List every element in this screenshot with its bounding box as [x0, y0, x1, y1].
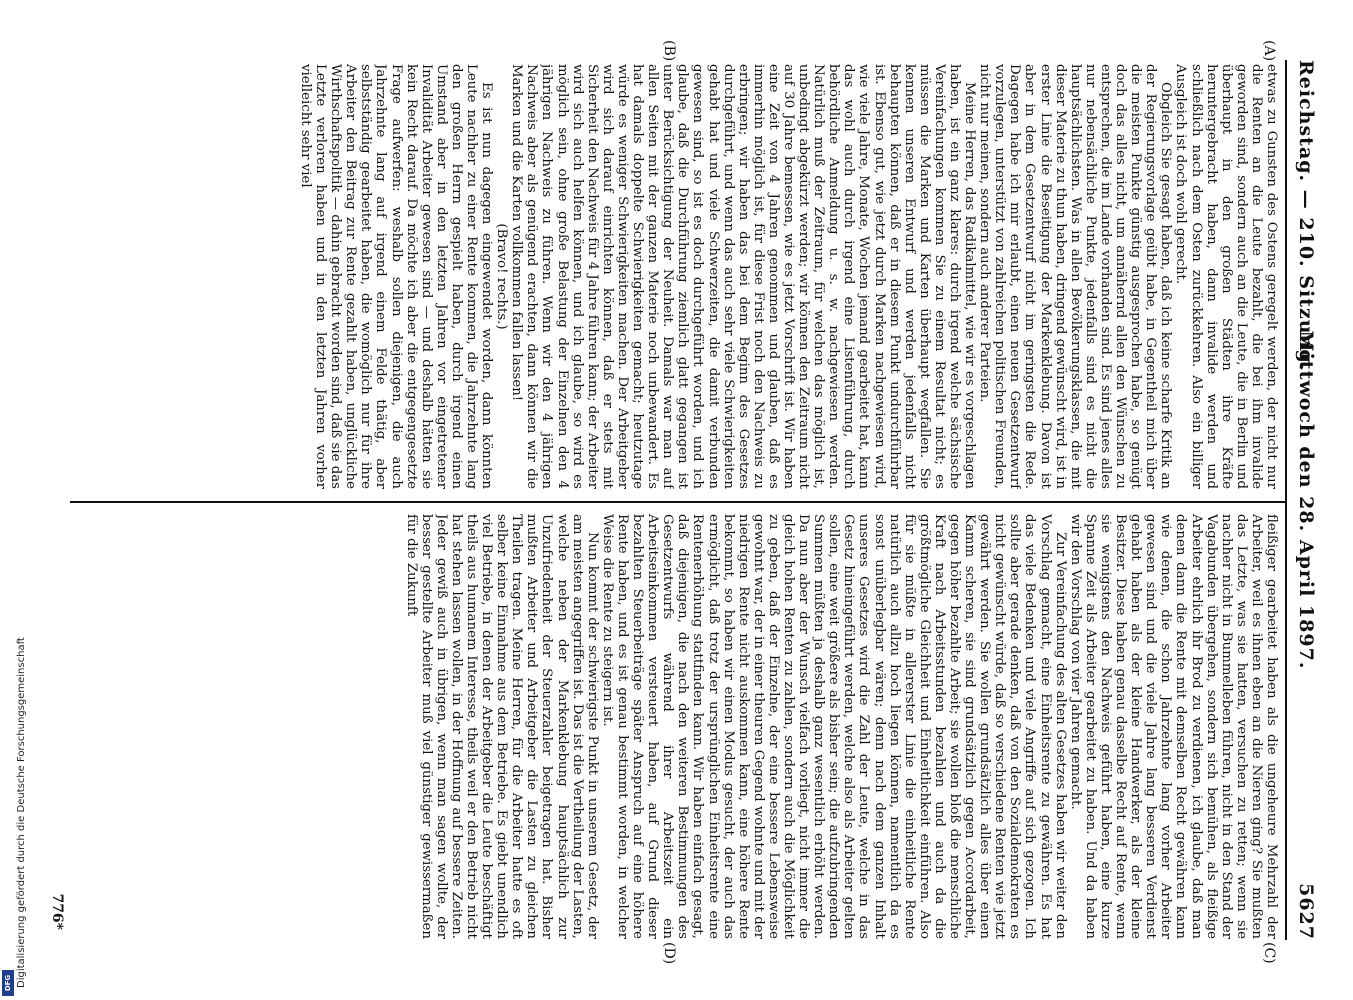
paragraph: fleißiger gearbeitet haben als die ungeheure Mehrzahl der Arbeiter, weil es ihnen eben an die Nieren ging? Sie mußten das Letzte, was sie hatten, versuchen zu retten; wenn sie nachher nicht in Bummelleben führen, nicht in den Stand der Vagabunden übergehen, sondern sich bemühen, als fleißige Arbeiter ehrlich ihr Brod zu verdienen, ich glaube, daß man denen dann die Rente mit demselben Recht gewähren kann wie denen, die schon Jahrzehnte lang vorher Arbeiter gewesen sind und die viele Jahre lang besseren Verdienst gehabt haben als der kleine Handwerker, als der kleine Besitzer. Diese haben genau dasselbe Recht auf Rente, wenn sie wenigstens den Nachweis geführt haben, eine kurze Spanne Zeit als Arbeiter gearbeitet zu haben. Und da haben wir den Vorschlag von vier Jahren gemacht.: [1067, 514, 1279, 939]
margin-marker-b: (B): [661, 40, 677, 62]
paragraph: etwas zu Gunsten des Ostens geregelt werden, der nicht nur die Renten an die Leute bezahlt, die bei ihm invalide geworden sind, sondern auch an die Leute, die in Berlin und überhaupt in den großen Städten ihre Kräfte heruntergebracht haben, dann invalide werden und schließlich nach dem Osten zurückkehren. Also ein billiger Ausgleich ist doch wohl gerecht.: [1173, 64, 1279, 489]
left-column: [74, 64, 1279, 489]
header-date: Mittwoch den 28. April 1897.: [1295, 330, 1317, 670]
credit-strip: [2, 0, 27, 1000]
paragraph: Obgleich Sie gesagt haben, daß ich keine scharfe Kritik an der Regierungsvorlage geübt habe, in Gegentheil mich über die meisten Punkte günstig ausgesprochen habe, so genügt doch das alles nicht, um annähernd allen den Wünschen zu entsprechen, die im Lande vorhanden sind. Es sind jenes alles nur nebensächliche Punkte, jedenfalls sind es nicht die hauptsächlichsten. Was in allen Bevölkerungsklassen, die mit dieser Materie zu thun haben, dringend gewünscht wird, ist in erster Linie die Beseitigung der Markenklebung. Davon ist aber in dem Gesetzentwurf nicht im geringsten die Rede. Dagegen habe ich mir erlaubt, einen neuen Gesetzentwurf vorzulegen, unterstützt von zahlreichen politischen Freunden, nicht nur meinen, sondern auch anderer Parteien.: [977, 64, 1174, 489]
interjection: (Bravo! rechts.): [494, 223, 510, 330]
sheet-number: 776*: [49, 893, 65, 930]
page-header: [1285, 60, 1317, 940]
dfg-logo-icon: [2, 970, 14, 996]
paragraph: Nun kommt der schwierigste Punkt in unserem Gesetz, der am meisten angegriffen ist. Das ist die Vertheilung der Lasten, welche neben der Markenklebung hauptsächlich zur Unzufriedenheit der Steuerzahler beigetragen hat. Bisher mußten Arbeiter und Arbeitgeber die Lasten zu gleichen Theilen tragen. Meine Herren, für die Arbeiter hatte es oft selber keine Einnahme aus dem Betriebe. Es giebt unendlich viel Betriebe, in denen der Arbeitgeber die Leute beschäftigt theils aus humanem Interesse, theils weil er den Betrieb nicht hat stehen lassen wollen, in der Hoffnung auf bessere Zeiten. Jeder gewiß auch in übrigen, wenn man sagen wollte, der besser gestellte Arbeiter muß viel günstiger gewissermaßen für die Zukunft: [403, 514, 600, 939]
header-page-number: 5627: [1295, 883, 1317, 940]
header-rule: [1285, 60, 1287, 940]
right-column: [74, 514, 1279, 939]
margin-marker-a: (A): [1261, 40, 1277, 62]
digitization-credit: Digitalisierung gefördert durch die Deutsche Forschungsgemeinschaft: [16, 637, 27, 988]
paragraph: Es ist nun dagegen eingewendet worden, dann könnten Leute nachher zu einer Rente kommen, die Jahrzehnte lang den großen Herrn gespielt haben, durch irgend einen Umstand aber in den letzten Jahren vor eingetretener Invalidität Arbeiter gewesen sind — und deshalb hätten sie kein Recht darauf. Da möchte ich aber die entgegengesetzte Frage aufwerfen: weshalb sollen diejenigen, die auch Jahrzehnte lang auf irgend einem Felde thätig, aber selbstständig gearbeitet haben, die womöglich nur für ihre Arbeiter den Beitrag zur Rente gezahlt haben, unglückliche Wirthschaftspolitik — dahin gebracht worden sind, daß sie das Letzte verloren haben und in den letzten Jahren vorher vielleicht sehr viel: [298, 64, 495, 489]
paragraph: Zur Vereinfachung des alten Gesetzes haben wir weiter den Vorschlag gemacht, eine Einheitsrente zu gewähren. Es hat das viele Bedenken und viele Angriffe auf sich gezogen. Ich sollte aber gerade denken, daß von den Sozialdemokraten es nicht gewünscht würde, daß so verschiedene Renten wie jetzt gewährt werden. Sie wollen grundsätzlich alles über einen Kamm scheren, sie sind grundsätzlich gegen Accordarbeit, gegen höher bezahlte Arbeit; sie wollen bloß die menschliche Kraft nach Arbeitsstunden bezahlen und auch da die größtmögliche Gleichheit und Einheitlichkeit einführen. Also für sie müßte in allererster Linie die einheitliche Rente natürlich auch allzu hoch liegen können, namentlich da es sonst unüberlegbar wären; denn nach dem ganzen Inhalt unseres Gesetzes wird die Zahl der Leute, welche in das Gesetz hineingeführt werden, welche also als Arbeiter gelten sollen, eine weit größere als bisher sein; die aufzubringenden Summen müßten ja deshalb ganz wesentlich erhöht werden. Da nun aber der Wunsch vielfach vorliegt, nicht immer die gleich hohen Renten zu zahlen, sondern auch die Möglichkeit zu geben, daß der Einzelne, der eine bessere Lebensweise gewohnt war, der in einer theuren Gegend wohnte und mit der niedrigen Rente nicht auskommen kann, eine höhere Rente bekommt, so haben wir einen Modus gesucht, der auch das ermöglicht, daß trotz der ursprünglichen Einheitsrente eine Rentenerhöhung stattfinden kann. Wir haben einfach gesagt, daß diejenigen, die nach den weiteren Bestimmungen des Gesetzentwurfs während ihrer Arbeitszeit ein Arbeitseinkommen versteuert haben, auf Grund dieser bezahlten Steuerbeiträge später Anspruch auf eine höhere Rente haben, und es ist genau bestimmt worden, in welcher Weise die Rente zu steigern ist.: [599, 514, 1068, 939]
dfg-logo-text: DFG: [4, 974, 12, 992]
margin-marker-d: (D): [661, 942, 677, 965]
header-session: Reichstag. — 210. Sitzung.: [1295, 60, 1317, 372]
column-divider: [70, 501, 1285, 503]
margin-marker-c: (C): [1261, 942, 1277, 964]
paragraph: Meine Herren, das Radikalmittel, wie wir es vorgeschlagen haben, ist ein ganz klares: durch irgend welche sächsische Vereinfachungen kommen Sie zu einem Resultat nicht; es müssen die Marken und Karten überhaupt wegfallen. Sie kennen unseren Entwurf und werden jedenfalls nicht behaupten können, daß er in diesem Punkt undurchführbar ist. Ebenso gut, wie jetzt durch Marken nachgewiesen wird, wie viele Jahre, Monate, Wochen jemand gearbeitet hat, kann das wohl auch durch irgend eine Listenführung, durch behördliche Anmeldung u. s. w. nachgewiesen werden. Natürlich muß der Zeitraum, für welchen das möglich ist, unbedingt abgekürzt werden; wir können den Zeitraum nicht auf 30 Jahre bemessen, wie es jetzt Vorschrift ist. Wir haben eine Zeit von 4 Jahren genommen und glauben, daß es immerhin möglich ist, für diese Frist noch den Nachweis zu erbringen; wir haben das bei dem Beginn des Gesetzes durchgeführt, und wenn das auch sehr viele Schwierigkeiten gehabt hat und viele Schwerzeiten, die damit verbunden gewesen sind, so ist es doch durchgeführt worden, und ich glaube, daß die Durchführung ziemlich glatt gegangen ist unter Berücksichtigung der Neuheit. Damals war man auf allen Seiten mit der ganzen Materie noch unbewandert. Es hat damals doppelte Schwierigkeiten gemacht; heutzutage würde es weniger Schwierigkeiten machen. Der Arbeitgeber wird sich darauf einrichten können, daß er stets mit Sicherheit den Nachweis für 4 Jahre führen kann; der Arbeiter wird sich auch helfen können, und ich glaube, so wird es möglich sein, ohne große Belastung der Einzelnen den 4 jährigen Nachweis zu führen. Wenn wir den 4 jährigen Nachweis aber als genügend erachten, dann können wir die Marken und die Karten vollkommen fallen lassen!: [509, 64, 978, 489]
